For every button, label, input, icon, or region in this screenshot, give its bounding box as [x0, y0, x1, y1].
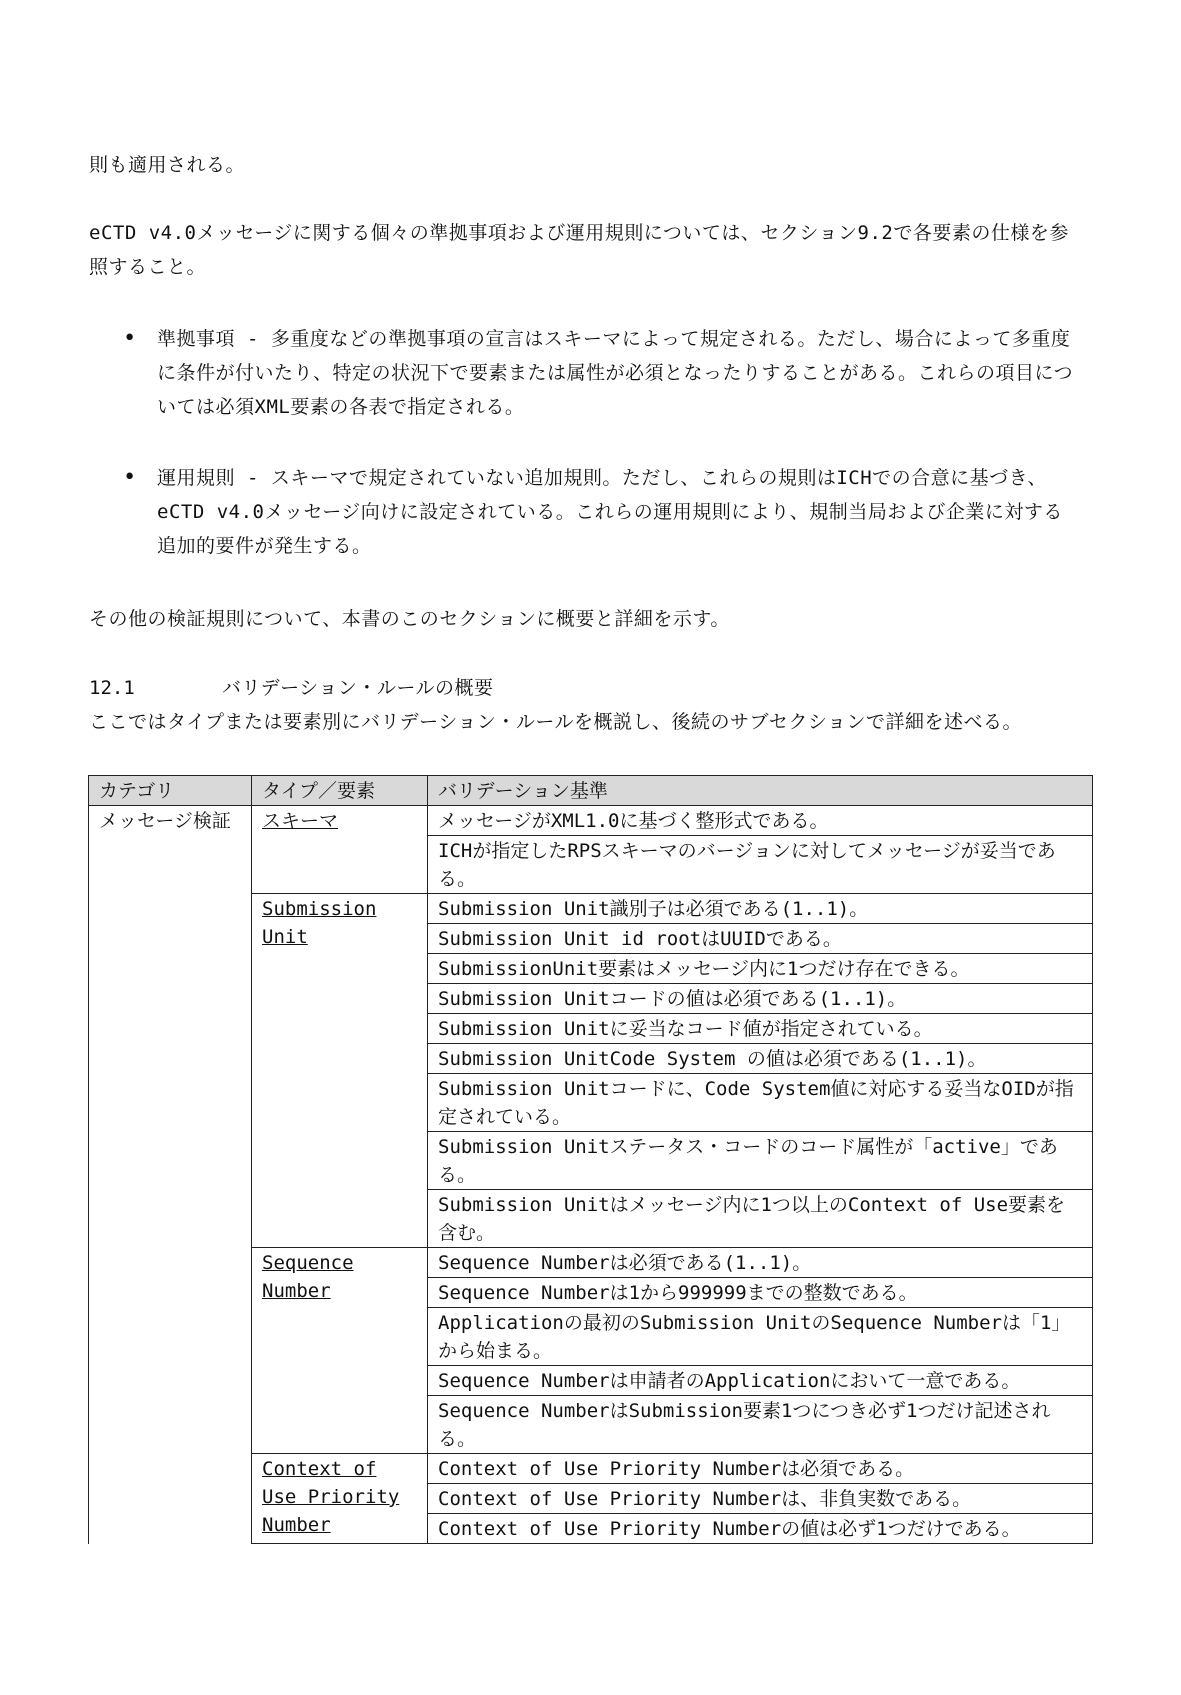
header-category: カテゴリ [89, 776, 252, 806]
type-cell-sequence-number: Sequence Number [252, 1248, 428, 1454]
rule-cell: Sequence Numberは1から999999までの整数である。 [428, 1278, 1093, 1308]
section-number: 12.1 [89, 677, 135, 699]
rule-cell: Sequence NumberはSubmission要素1つにつき必ず1つだけ記述される。 [428, 1396, 1093, 1454]
rule-cell: Context of Use Priority Numberは、非負実数である。 [428, 1484, 1093, 1514]
rule-cell: SubmissionUnit要素はメッセージ内に1つだけ存在できる。 [428, 954, 1093, 984]
rule-cell: Submission Unit識別子は必須である(1..1)。 [428, 894, 1093, 924]
rule-cell: Context of Use Priority Numberは必須である。 [428, 1454, 1093, 1484]
rule-cell: Submission Unitコードに、Code System値に対応する妥当なOIDが指定されている。 [428, 1074, 1093, 1132]
type-cell-submission-unit: Submission Unit [252, 894, 428, 1248]
paragraph-continuation: 則も適用される。 [89, 154, 246, 176]
rule-cell: Applicationの最初のSubmission UnitのSequence Numberは「1」から始まる。 [428, 1308, 1093, 1366]
rule-cell: Context of Use Priority Numberの値は必ず1つだけである。 [428, 1514, 1093, 1544]
type-cell-schema: スキーマ [252, 806, 428, 894]
type-cell-context-of-use-priority: Context of Use Priority Number [252, 1454, 428, 1544]
category-cell: メッセージ検証 [89, 806, 252, 1544]
rule-cell: メッセージがXML1.0に基づく整形式である。 [428, 806, 1093, 836]
bullet-operational-rules: 運用規則 - スキーマで規定されていない追加規則。ただし、これらの規則はICHでの合意に基づき、eCTD v4.0メッセージ向けに設定されている。これらの運用規則により、規制当局および企業に対する追加的要件が発生する。 [157, 467, 1063, 557]
rule-cell: Sequence Numberは申請者のApplicationにおいて一意である。 [428, 1366, 1093, 1396]
bullet-conformance: 準拠事項 - 多重度などの準拠事項の宣言はスキーマによって規定される。ただし、場合によって多重度に条件が付いたり、特定の状況下で要素または属性が必須となったりすることがある。これらの項目については必須XML要素の各表で指定される。 [157, 328, 1074, 418]
rule-cell: ICHが指定したRPSスキーマのバージョンに対してメッセージが妥当である。 [428, 836, 1093, 894]
rule-cell: Submission Unitコードの値は必須である(1..1)。 [428, 984, 1093, 1014]
rule-cell: Submission Unitステータス・コードのコード属性が「active」である。 [428, 1132, 1093, 1190]
rule-cell: Submission Unit id rootはUUIDである。 [428, 924, 1093, 954]
rule-cell: Submission Unitはメッセージ内に1つ以上のContext of Use要素を含む。 [428, 1190, 1093, 1248]
paragraph-other-rules: その他の検証規則について、本書のこのセクションに概要と詳細を示す。 [89, 608, 730, 630]
table-row [89, 806, 1093, 836]
header-type-element: タイプ／要素 [252, 776, 428, 806]
section-description: ここではタイプまたは要素別にバリデーション・ルールを概説し、後続のサブセクションで詳細を述べる。 [89, 711, 1022, 733]
paragraph-ectd-reference: eCTD v4.0メッセージに関する個々の準拠事項および運用規則については、セクション9.2で各要素の仕様を参照すること。 [89, 222, 1069, 278]
validation-rules-table [88, 775, 1093, 1544]
header-validation-criteria: バリデーション基準 [428, 776, 1093, 806]
bullet-dot-icon: • [123, 465, 137, 490]
table-header-row [89, 776, 1093, 806]
rule-cell: Submission Unitに妥当なコード値が指定されている。 [428, 1014, 1093, 1044]
bullet-dot-icon: • [123, 326, 137, 351]
section-title: バリデーション・ルールの概要 [222, 677, 494, 699]
rule-cell: Sequence Numberは必須である(1..1)。 [428, 1248, 1093, 1278]
rule-cell: Submission UnitCode System の値は必須である(1..1)。 [428, 1044, 1093, 1074]
